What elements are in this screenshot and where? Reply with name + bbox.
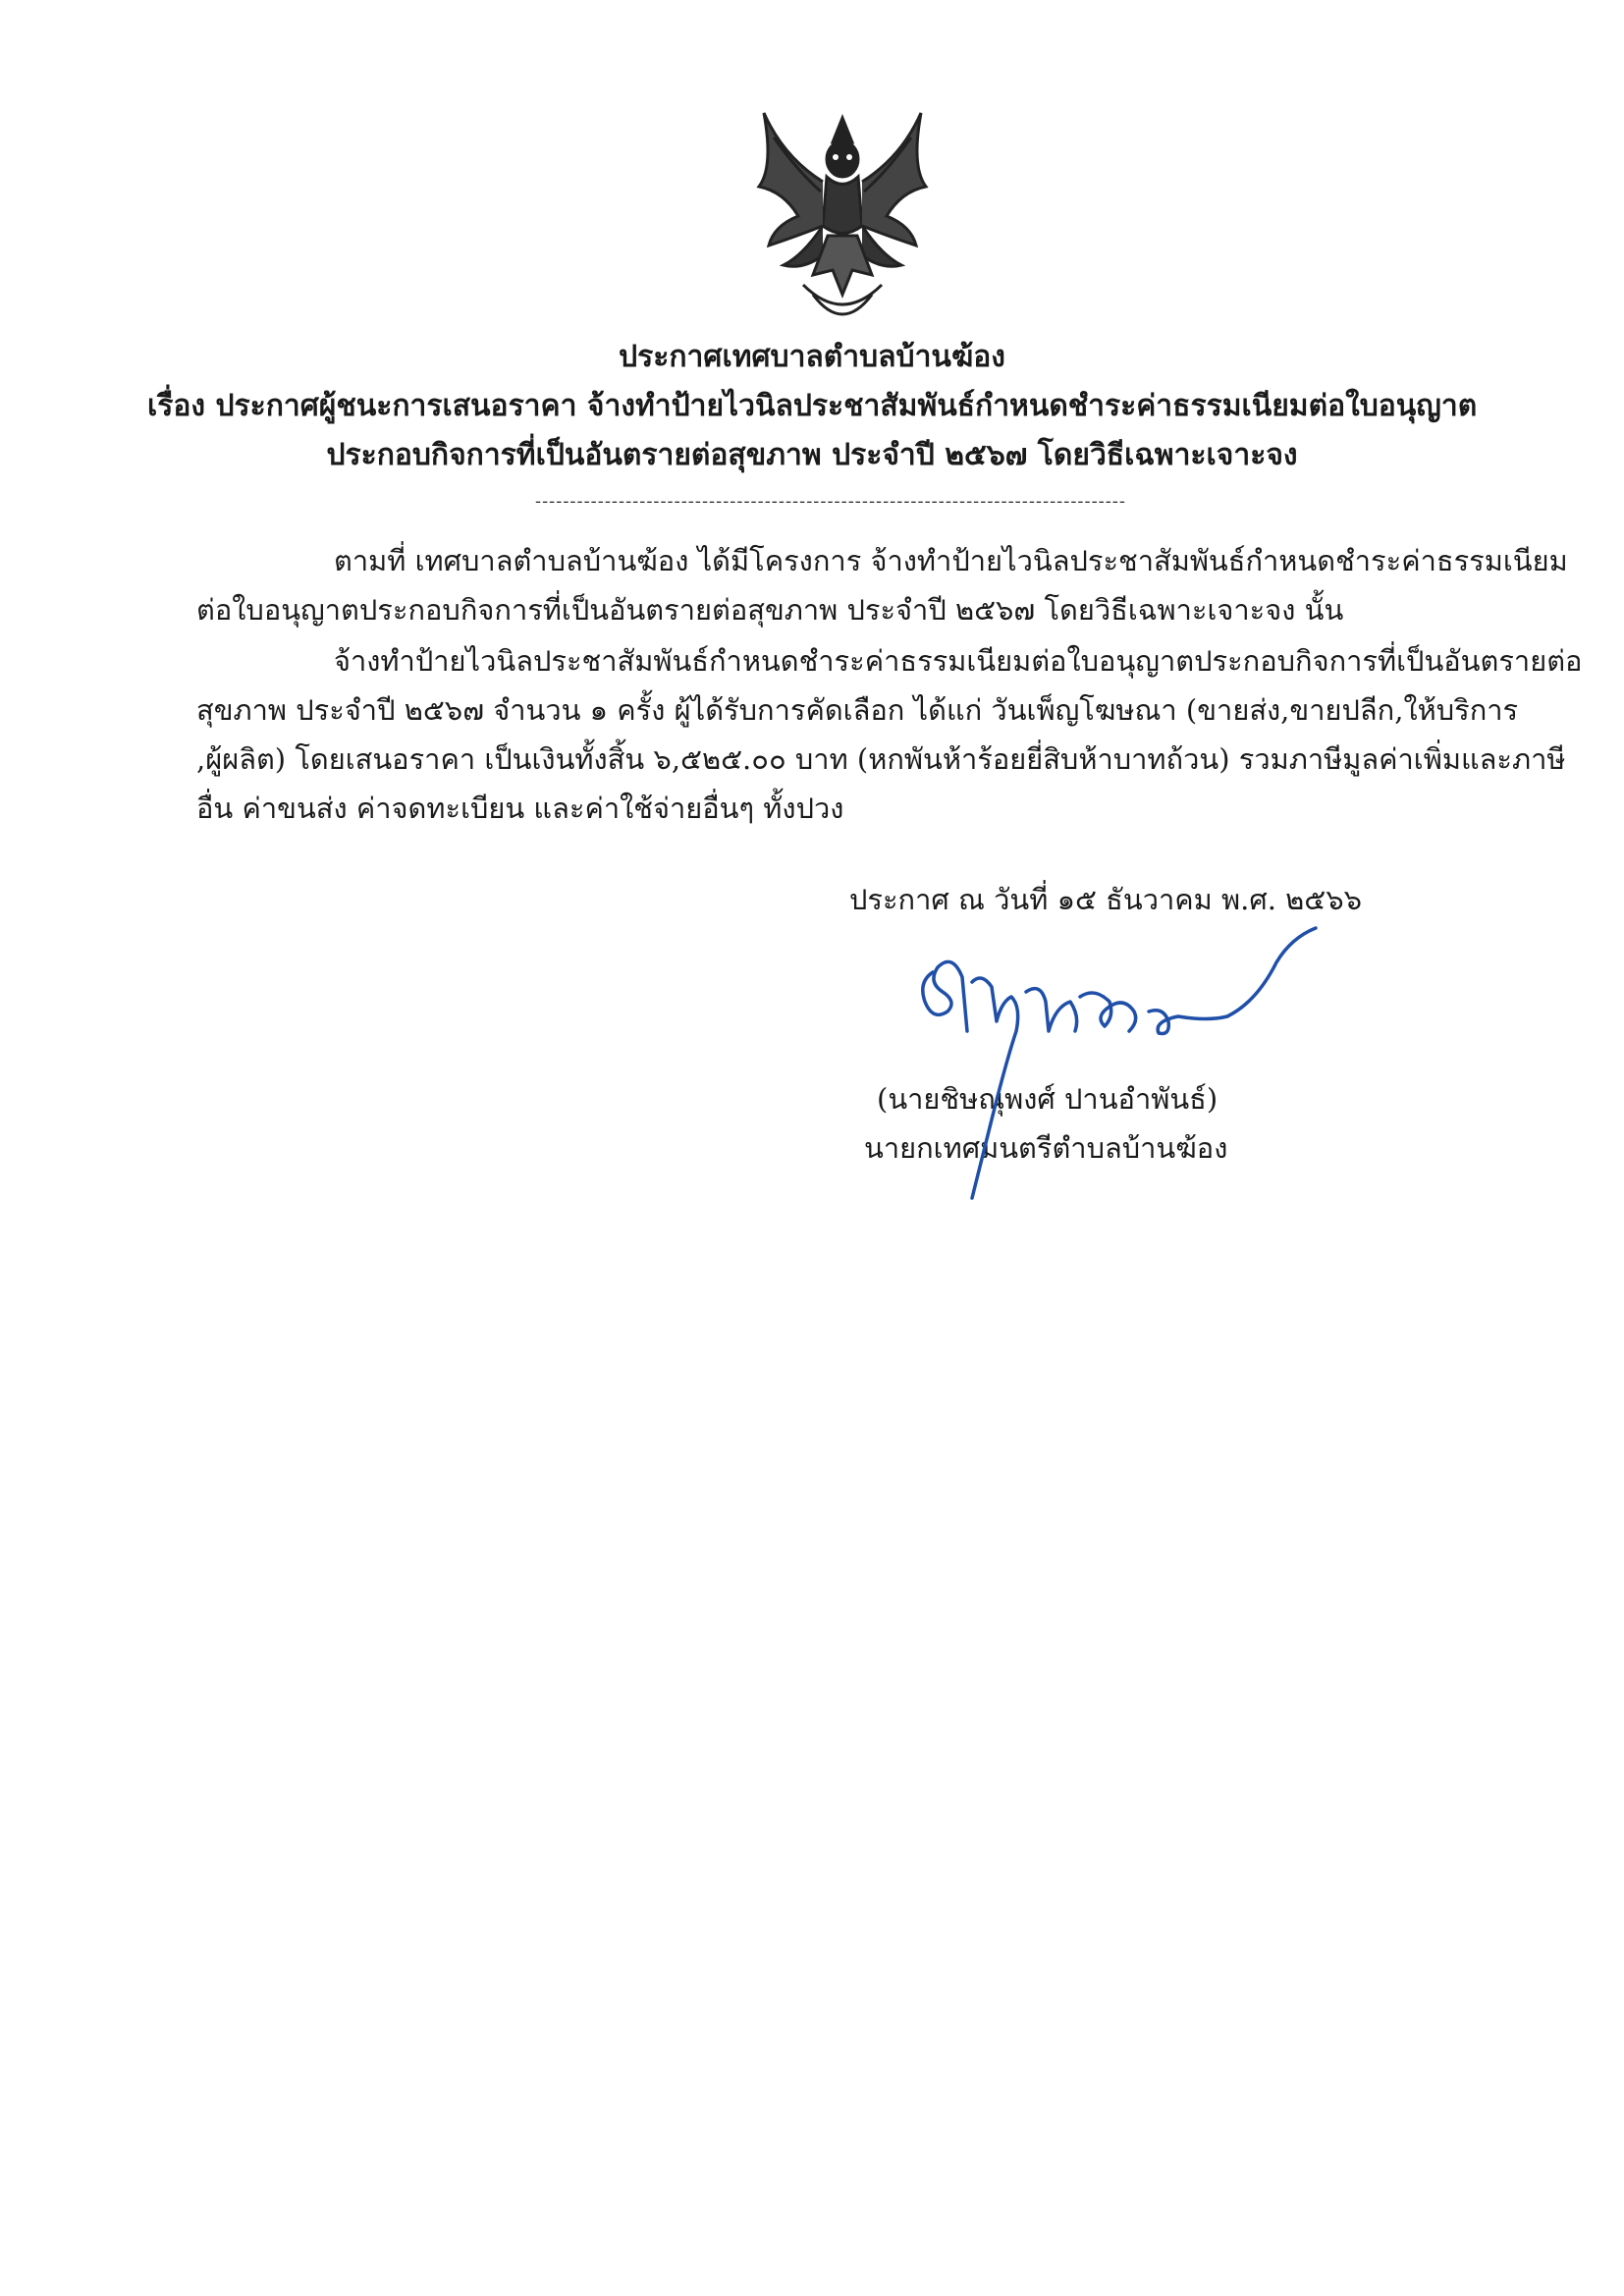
- signer-title: นายกเทศมนตรีตำบลบ้านฆ้อง: [864, 1131, 1228, 1165]
- handwritten-signature: [913, 923, 1345, 1208]
- announcement-date: ประกาศ ณ วันที่ ๑๕ ธันวาคม พ.ศ. ๒๕๖๖: [849, 883, 1363, 916]
- section-divider: -------------------------------------------------------------------------------------: [535, 491, 1126, 511]
- body-paragraph-2-line-3: ,ผู้ผลิต) โดยเสนอราคา เป็นเงินทั้งสิ้น ๖,๕๒๕.๐๐ บาท (หกพันห้าร้อยยี่สิบห้าบาทถ้วน) รวมภาษีมูลค่าเพิ่มและภาษี: [196, 742, 1566, 776]
- body-paragraph-2-line-2: สุขภาพ ประจำปี ๒๕๖๗ จำนวน ๑ ครั้ง ผู้ได้รับการคัดเลือก ได้แก่ วันเพ็ญโฆษณา (ขายส่ง,ขายปลีก,ให้บริการ: [196, 693, 1519, 727]
- subject-line-2: ประกอบกิจการที่เป็นอันตรายต่อสุขภาพ ประจำปี ๒๕๖๗ โดยวิธีเฉพาะเจาะจง: [326, 438, 1298, 472]
- body-paragraph-2-line-4: อื่น ค่าขนส่ง ค่าจดทะเบียน และค่าใช้จ่ายอื่นๆ ทั้งปวง: [196, 792, 844, 825]
- body-paragraph-2-line-1: จ้างทำป้ายไวนิลประชาสัมพันธ์กำหนดชำระค่าธรรมเนียมต่อใบอนุญาตประกอบกิจการที่เป็นอันตรายต่อ: [334, 644, 1583, 678]
- garuda-emblem-icon: [744, 98, 941, 334]
- body-paragraph-1-line-1: ตามที่ เทศบาลตำบลบ้านฆ้อง ได้มีโครงการ จ้างทำป้ายไวนิลประชาสัมพันธ์กำหนดชำระค่าธรรมเนียม: [334, 544, 1568, 577]
- body-paragraph-1-line-2: ต่อใบอนุญาตประกอบกิจการที่เป็นอันตรายต่อสุขภาพ ประจำปี ๒๕๖๗ โดยวิธีเฉพาะเจาะจง นั้น: [196, 593, 1344, 627]
- signer-name: (นายชิษณุพงศ์ ปานอำพันธ์): [877, 1082, 1218, 1116]
- subject-line-1: เรื่อง ประกาศผู้ชนะการเสนอราคา จ้างทำป้ายไวนิลประชาสัมพันธ์กำหนดชำระค่าธรรมเนียมต่อใบอนุญาต: [147, 389, 1478, 423]
- announcement-title: ประกาศเทศบาลตำบลบ้านฆ้อง: [619, 340, 1005, 374]
